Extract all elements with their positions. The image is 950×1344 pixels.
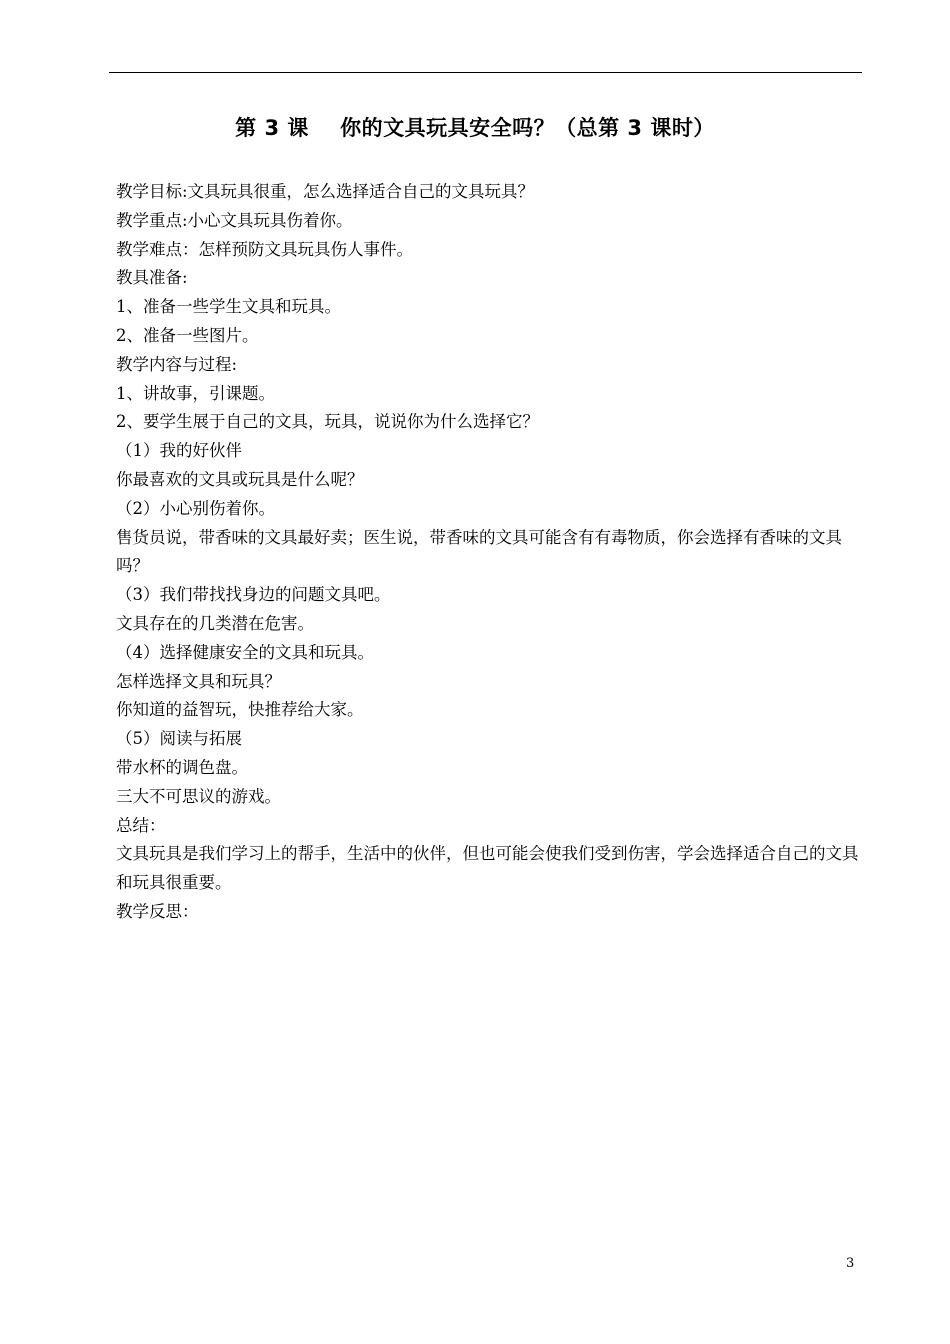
process-heading: 教学内容与过程: [116,354,238,374]
subsection-5: （5）阅读与拓展 [116,729,242,749]
key-point-line: 教学重点:小心文具玩具伤着你。 [116,210,353,230]
materials-item-2: 2、准备一些图片。 [116,325,259,345]
paragraph: 怎样选择文具和玩具？ [116,671,281,691]
difficulty-line: 教学难点：怎样预防文具玩具伤人事件。 [116,239,413,259]
document-title: 第 3 课 你的文具玩具安全吗？（总第 3 课时） [235,116,715,140]
objective-line: 教学目标:文具玩具很重，怎么选择适合自己的文具玩具？ [116,182,535,201]
subsection-1: （1）我的好伙伴 [116,441,242,461]
paragraph: 带水杯的调色盘。 [116,757,248,777]
paragraph: 三大不可思议的游戏。 [116,786,281,806]
subsection-4: （4）选择健康安全的文具和玩具。 [116,642,374,662]
materials-heading: 教具准备: [116,268,188,288]
header-rule [109,72,862,73]
page-number: 3 [846,1256,855,1271]
paragraph: 你最喜欢的文具或玩具是什么呢？ [116,469,364,489]
subsection-3: （3）我们带找找身边的问题文具吧。 [116,585,391,605]
summary-heading: 总结： [116,815,166,835]
document-body [116,178,864,927]
subsection-2: （2）小心别伤着你。 [116,498,275,518]
materials-item-1: 1、准备一些学生文具和玩具。 [116,297,341,317]
reflection-heading: 教学反思： [116,901,199,921]
process-step-2: 2、要学生展于自己的文具，玩具，说说你为什么选择它？ [116,412,539,432]
paragraph: 文具存在的几类潜在危害。 [116,613,314,633]
process-step-1: 1、讲故事，引课题。 [116,383,275,403]
paragraph: 售货员说，带香味的文具最好卖；医生说，带香味的文具可能含有有毒物质，你会选择有香味的文具吗？ [116,527,842,576]
paragraph: 你知道的益智玩，快推荐给大家。 [116,700,364,720]
summary-text: 文具玩具是我们学习上的帮手，生活中的伙伴，但也可能会使我们受到伤害，学会选择适合自己的文具和玩具很重要。 [116,844,859,893]
